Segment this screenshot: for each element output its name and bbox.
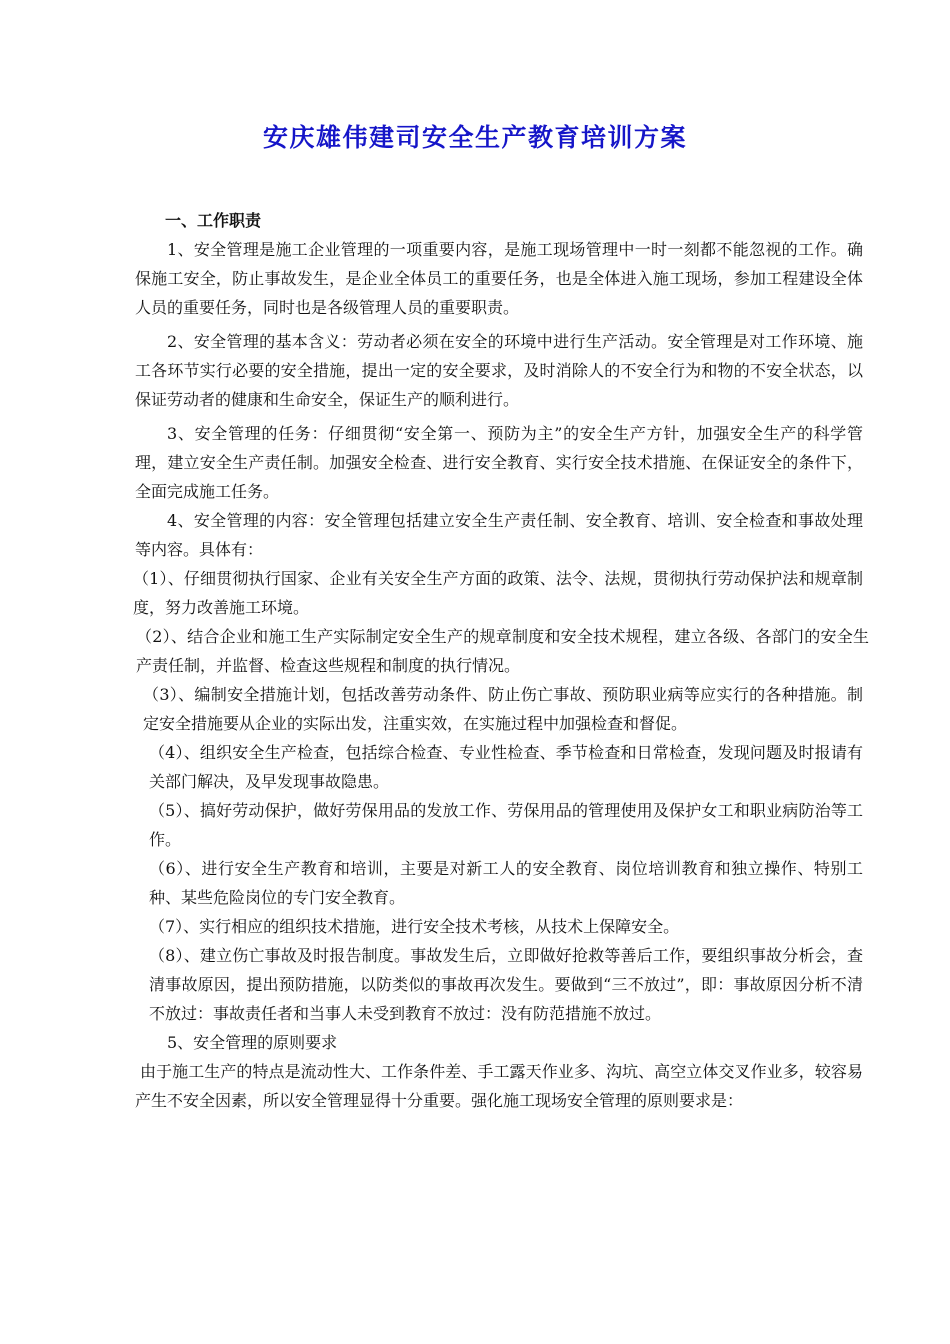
list-item: （7）、实行相应的组织技术措施，进行安全技术考核，从技术上保障安全。 [149,917,680,936]
list-item: （2）、结合企业和施工生产实际制定安全生产的规章制度和安全技术规程，建立各级、各部门的安全生产责任制，并监督、检查这些规程和制度的执行情况。 [136,627,869,675]
list-item: （3）、编制安全措施计划，包括改善劳动条件、防止伤亡事故、预防职业病等应实行的各种措施。制定安全措施要从企业的实际出发，注重实效，在实施过程中加强检查和督促。 [143,685,863,733]
paragraph-3: 3、安全管理的任务：仔细贯彻“安全第一、预防为主”的安全生产方针，加强安全生产的科学管理，建立安全生产责任制。加强安全检查、进行安全教育、实行安全技术措施、在保证安全的条件下，全面完成施工任务。 [135,424,863,501]
section-heading: 一、工作职责 [165,211,262,230]
paragraph-4: 4、安全管理的内容：安全管理包括建立安全生产责任制、安全教育、培训、安全检查和事故处理等内容。具体有： [135,511,863,559]
document-title: 安庆雄伟建司安全生产教育培训方案 [262,123,687,152]
paragraph-2: 2、安全管理的基本含义：劳动者必须在安全的环境中进行生产活动。安全管理是对工作环境、施工各环节实行必要的安全措施，提出一定的安全要求，及时消除人的不安全行为和物的不安全状态，以保证劳动者的健康和生命安全，保证生产的顺利进行。 [135,332,863,409]
list-item: （1）、仔细贯彻执行国家、企业有关安全生产方面的政策、法令、法规，贯彻执行劳动保护法和规章制度，努力改善施工环境。 [133,569,863,617]
paragraph-1: 1、安全管理是施工企业管理的一项重要内容，是施工现场管理中一时一刻都不能忽视的工作。确保施工安全，防止事故发生，是企业全体员工的重要任务，也是全体进入施工现场，参加工程建设全体人员的重要任务，同时也是各级管理人员的重要职责。 [135,240,863,317]
document-body [133,206,869,1115]
list-item: （8）、建立伤亡事故及时报告制度。事故发生后，立即做好抢救等善后工作，要组织事故分析会，查清事故原因，提出预防措施，以防类似的事故再次发生。要做到“三不放过”，即：事故原因分析不清不放过：事故责任者和当事人未受到教育不放过：没有防范措施不放过。 [149,946,863,1023]
list-item: （6）、进行安全生产教育和培训，主要是对新工人的安全教育、岗位培训教育和独立操作、特别工种、某些危险岗位的专门安全教育。 [149,859,863,907]
list-item: （5）、搞好劳动保护，做好劳保用品的发放工作、劳保用品的管理使用及保护女工和职业病防治等工作。 [149,801,863,849]
paragraph-6: 由于施工生产的特点是流动性大、工作条件差、手工露天作业多、沟坑、高空立体交叉作业多，较容易产生不安全因素，所以安全管理显得十分重要。强化施工现场安全管理的原则要求是： [135,1062,863,1110]
list-item: （4）、组织安全生产检查，包括综合检查、专业性检查、季节检查和日常检查，发现问题及时报请有关部门解决，及早发现事故隐患。 [149,743,863,791]
paragraph-5: 5、安全管理的原则要求 [167,1033,338,1052]
